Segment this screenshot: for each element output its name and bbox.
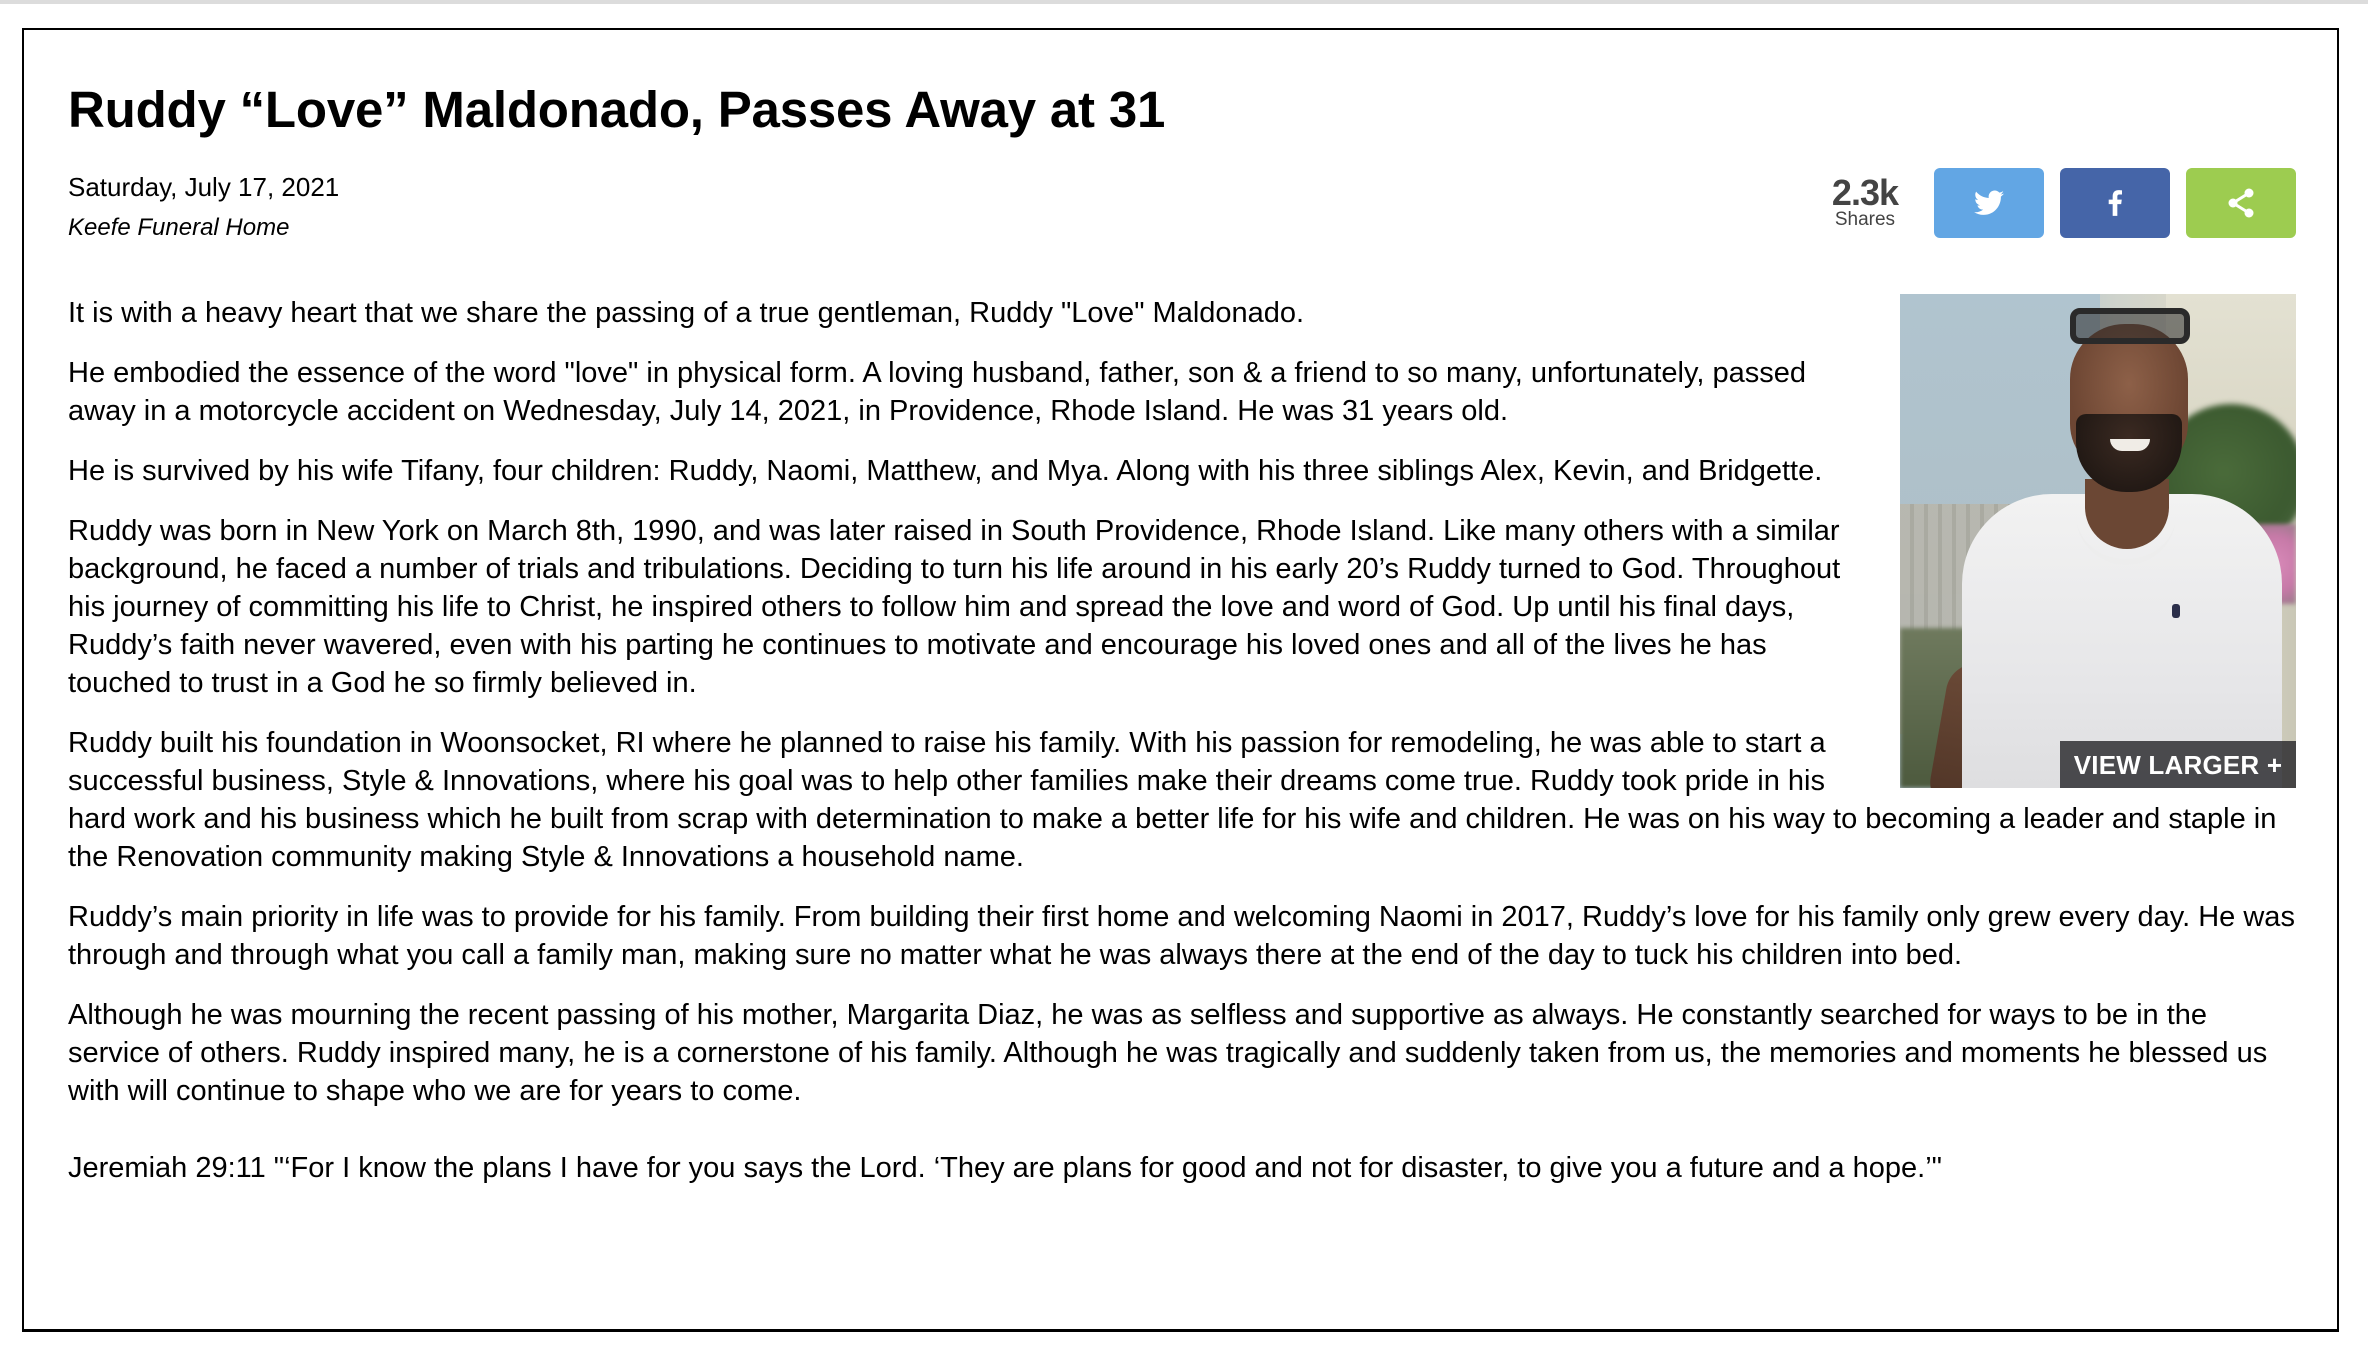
photo-person-smile xyxy=(2110,439,2150,451)
more-share-button[interactable] xyxy=(2186,168,2296,238)
photo-sunglasses xyxy=(2070,308,2190,344)
share-icon xyxy=(2227,188,2255,218)
article-meta xyxy=(68,170,339,246)
body-paragraph: He is survived by his wife Tifany, four children: Ruddy, Naomi, Matthew, and Mya. Along with his three siblings Alex, Kevin, and Bridgette. xyxy=(68,455,1823,487)
share-count-label: Shares xyxy=(1834,209,1896,230)
share-bar xyxy=(1832,168,2296,238)
scripture-verse: Jeremiah 29:11 "‘For I know the plans I have for you says the Lord. ‘They are plans for good and not for disaster, to give you a future and a hope.’" xyxy=(68,1152,1942,1184)
obituary-photo[interactable] xyxy=(1900,294,2296,788)
facebook-share-button[interactable] xyxy=(2060,168,2170,238)
obituary-article xyxy=(68,72,2296,1184)
body-paragraph: It is with a heavy heart that we share the passing of a true gentleman, Ruddy "Love" Maldonado. xyxy=(68,297,1305,329)
body-paragraph: Ruddy was born in New York on March 8th, 1990, and was later raised in South Providence, Rhode Island. Like many others with a similar background, he faced a number of trials and tribulations. Deciding to turn his life around in his early 20’s Ruddy turned to God. Throughout his journey of committing his life to Christ, he inspired others to follow him and spread the love and word of God. Up until his final days, Ruddy’s faith never wavered, even with his parting he continues to motivate and encourage his loved ones and all of the lives he has touched to trust in a God he so firmly believed in. xyxy=(68,515,1841,699)
view-larger-button[interactable]: VIEW LARGER + xyxy=(2060,741,2296,788)
share-count xyxy=(1831,172,1898,230)
twitter-share-button[interactable] xyxy=(1934,168,2044,238)
twitter-bird-icon xyxy=(1974,190,2004,216)
body-paragraph: Although he was mourning the recent passing of his mother, Margarita Diaz, he was as selfless and supportive as always. He constantly searched for ways to be in the service of others. Ruddy inspired many, he is a cornerstone of his family. Although he was tragically and suddenly taken from us, the memories and moments he blessed us with will continue to shape who we are for years to come. xyxy=(68,999,2268,1107)
share-count-number: 2.3k xyxy=(1831,172,1898,213)
body-paragraph: He embodied the essence of the word "love" in physical form. A loving husband, father, son & a friend to so many, unfortunately, passed away in a motorcycle accident on Wednesday, July 14, 2021, in Providence, Rhode Island. He was 31 years old. xyxy=(68,357,1806,427)
page-title: Ruddy “Love” Maldonado, Passes Away at 31 xyxy=(68,81,1166,138)
facebook-f-icon xyxy=(2108,190,2122,216)
top-divider xyxy=(0,0,2368,4)
body-paragraph: Ruddy built his foundation in Woonsocket, RI where he planned to raise his family. With his passion for remodeling, he was able to start a successful business, Style & Innovations, where his goal was to help other families make their dreams come true. Ruddy took pride in his hard work and his business which he built from scrap with determination to make a better life for his wife and children. He was on his way to becoming a leader and staple in the Renovation community making Style & Innovations a household name. xyxy=(68,727,2277,873)
photo-shirt-logo xyxy=(2172,604,2180,618)
publish-date: Saturday, July 17, 2021 xyxy=(68,172,340,202)
article-body xyxy=(68,294,2296,1209)
source-name: Keefe Funeral Home xyxy=(68,214,290,241)
body-paragraph: Ruddy’s main priority in life was to provide for his family. From building their first home and welcoming Naomi in 2017, Ruddy’s love for his family only grew every day. He was through and through what you call a family man, making sure no matter what he was always there at the end of the day to tuck his children into bed. xyxy=(68,901,2295,971)
